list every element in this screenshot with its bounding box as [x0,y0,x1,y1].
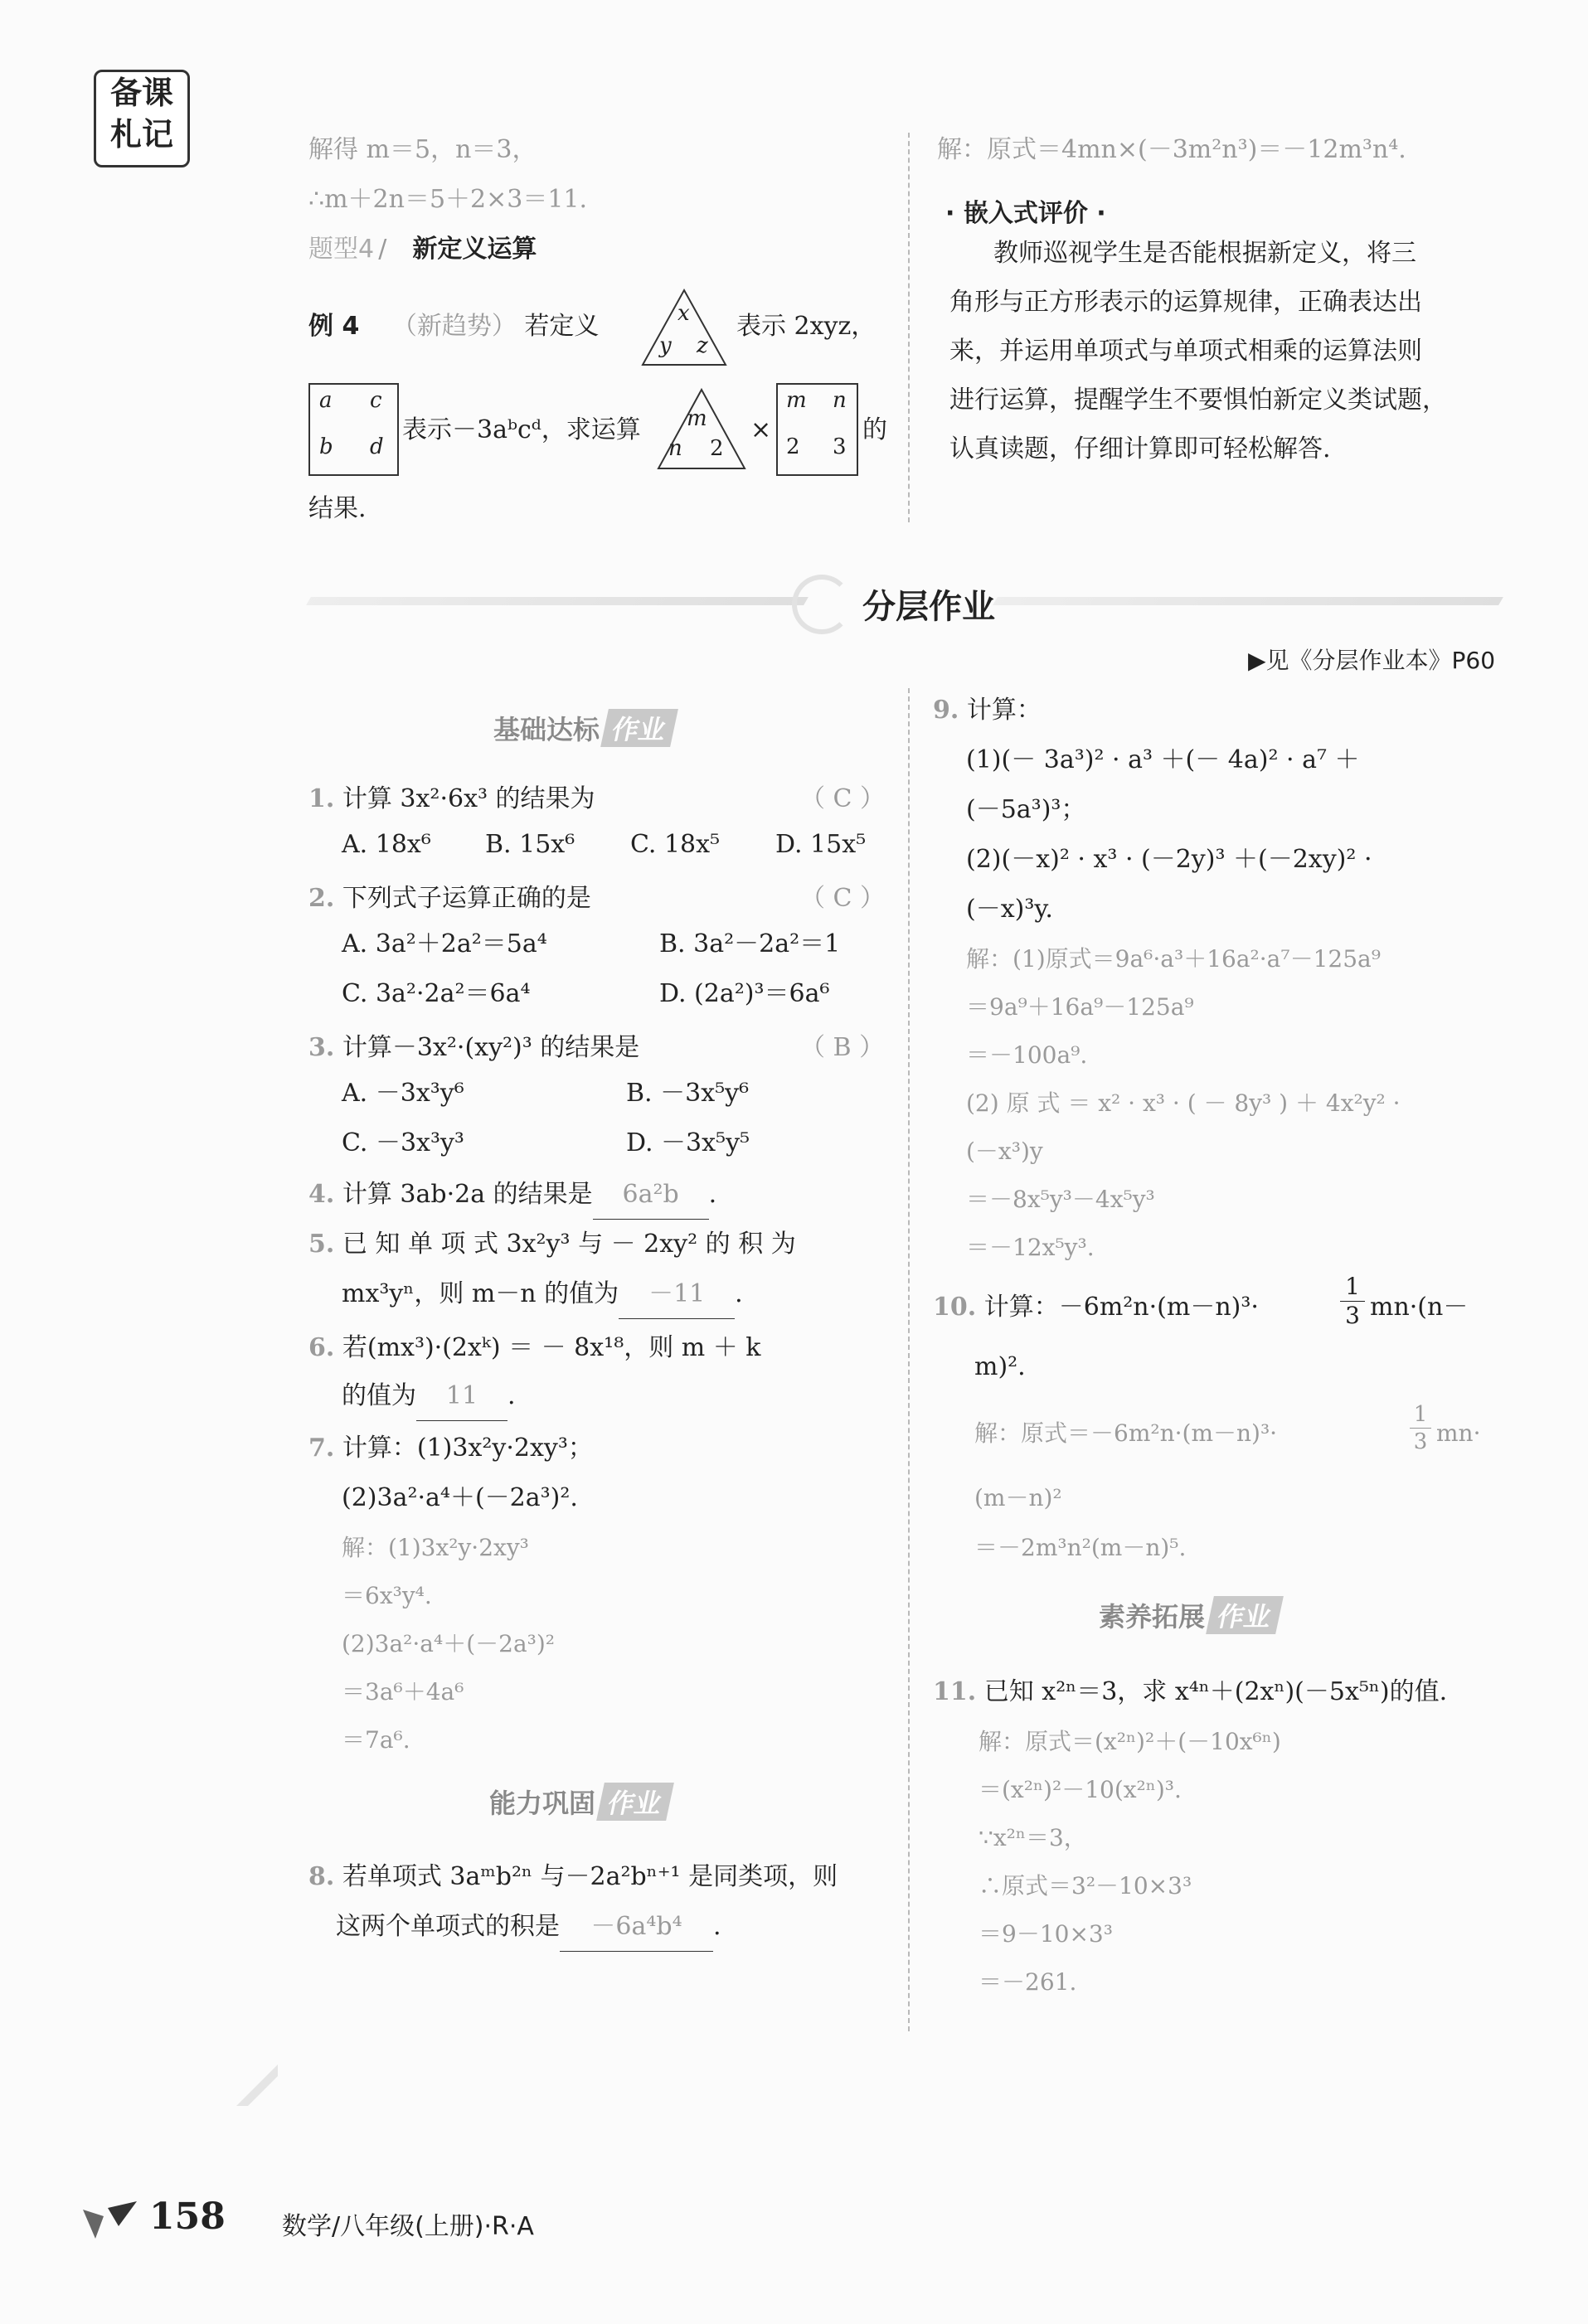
box-b: b [319,434,333,459]
question-number: 10. [933,1293,977,1322]
solution-line: (m－n)² [974,1484,1062,1511]
solution-line: 解：原式＝－6m²n·(m－n)³· [974,1419,1278,1447]
box-d: d [370,434,384,459]
option-a: A. 18x⁶ [342,830,431,859]
triangle-xyz-icon [639,286,730,369]
page-number: 158 [149,2195,226,2238]
question-6-line-2 [342,1372,516,1421]
question-text: mx³yⁿ，则 m－n 的值为 [342,1279,619,1308]
question-text: 若(mx³)·(2xᵏ) ＝ － 8x¹⁸，则 m ＋ k [342,1333,761,1362]
solution-line: ＝－261. [979,1968,1077,1996]
fraction-one-third [1340,1273,1365,1330]
banner-stripe-right [993,597,1503,605]
example-text: 若定义 [524,312,600,341]
fraction-denominator: 3 [1345,1302,1360,1329]
question-number: 5. [308,1230,335,1259]
option-a: A. 3a²＋2a²＝5a⁴ [342,929,547,958]
type-label: 题型4 [308,235,375,264]
option-a: A. －3x³y⁶ [342,1079,464,1108]
box2-n: n [833,388,847,413]
fraction-one-third-solution [1410,1401,1431,1455]
question-5-line-2 [342,1270,743,1319]
solution-line: ＝－12x⁵y³. [966,1234,1095,1261]
solution-line: ＝(x²ⁿ)²－10(x²ⁿ)³. [979,1776,1182,1803]
question-text: 已 知 单 项 式 3x²y³ 与 － 2xy² 的 积 为 [342,1230,796,1259]
question-3 [308,1024,639,1072]
footer-arrow-icon [79,2193,141,2243]
punct: . [735,1279,743,1308]
question-number: 4. [308,1180,335,1209]
punct: . [713,1912,721,1941]
solution-line: ＝6x³y⁴. [342,1582,432,1609]
question-8-line-2 [336,1903,721,1952]
question-text: (2)3a²·a⁴＋(－2a³)². [342,1483,578,1512]
question-7 [308,1424,593,1473]
example-line-1 [308,303,599,351]
question-text: 计算：－6m²n·(m－n)³· [983,1293,1259,1322]
question-text: 计算 3x²·6x³ 的结果为 [342,784,595,813]
punct: . [507,1381,516,1410]
question-1 [308,775,595,823]
question-8 [308,1853,838,1901]
solution-line: ∴m＋2n＝5＋2×3＝11. [308,185,588,214]
solution-line: ＝3a⁶＋4a⁶ [342,1678,464,1705]
box2-m: m [786,388,807,413]
column-divider [908,133,910,522]
question-number: 11. [933,1677,977,1706]
tag-ability [489,1783,670,1821]
question-number: 8. [308,1862,335,1891]
example-tag: （新趋势） [391,312,517,341]
solution-line: ＝－8x⁵y³－4x⁵y³ [966,1186,1155,1213]
question-text: 已知 x²ⁿ＝3，求 x⁴ⁿ＋(2xⁿ)(－5x⁵ⁿ)的值. [983,1677,1448,1706]
question-number: 7. [308,1434,335,1463]
tag-zuoye: 作业 [1206,1596,1284,1634]
question-text: 若单项式 3aᵐb²ⁿ 与－2a²bⁿ⁺¹ 是同类项，则 [342,1862,838,1891]
answer: （ C ） [800,884,886,913]
logo-line-2: 札记 [109,116,173,153]
times-sign: × [750,415,772,444]
solution-line: 解：原式＝(x²ⁿ)²＋(－10x⁶ⁿ) [979,1728,1281,1755]
tag-zuoye: 作业 [600,709,678,747]
solution-line: (2)3a²·a⁴＋(－2a³)² [342,1630,556,1657]
option-d: D. －3x⁵y⁵ [626,1128,750,1157]
question-number: 3. [308,1033,335,1062]
question-number: 6. [308,1333,335,1362]
solution-line: (2) 原 式 ＝ x² · x³ · ( － 8y³ ) ＋ 4x²y² · [966,1089,1401,1117]
evaluation-line: 认真读题，仔细计算即可轻松解答. [949,434,1331,463]
example-label: 例 4 [308,312,360,341]
banner-swirl-icon [792,575,852,634]
example-text: 的 [862,415,887,444]
question-text: 计算：(1)3x²y·2xy³； [342,1434,593,1463]
question-11 [933,1668,1447,1716]
answer-blank: 6a²b [593,1171,709,1220]
evaluation-line: 来，并运用单项式与单项式相乘的运算法则 [949,337,1422,366]
question-10 [933,1283,1259,1332]
evaluation-line: 角形与正方形表示的运算规律，正确表达出 [949,288,1422,317]
option-b: B. 15x⁶ [485,830,575,859]
question-text: 这两个单项式的积是 [336,1912,560,1941]
solution-line: ＝7a⁶. [342,1726,410,1754]
type-title: 新定义运算 [412,235,537,264]
logo-line-1: 备课 [109,75,173,111]
solution-line: ＝9a⁹＋16a⁹－125a⁹ [966,993,1194,1021]
solution-line: (－x³)y [966,1138,1043,1165]
solution-line: ∵x²ⁿ＝3， [979,1824,1087,1851]
question-text: 计算－3x²·(xy²)³ 的结果是 [342,1033,640,1062]
tag-expand-label: 素养拓展 [1099,1601,1206,1633]
box-a: a [319,388,333,413]
evaluation-line: 教师巡视学生是否能根据新定义，将三 [993,239,1416,268]
answer-blank: 11 [416,1372,507,1421]
question-text: 计算 3ab·2a 的结果是 [342,1180,593,1209]
question-text: 的值为 [342,1381,416,1410]
question-text: 计算： [966,696,1042,725]
solution-line: mn· [1436,1419,1481,1447]
question-4 [308,1171,716,1220]
solution-line: 解得 m＝5，n＝3， [308,135,537,164]
question-text: (1)(－ 3a³)² · a³ ＋(－ 4a)² · a⁷ ＋ [966,745,1360,774]
tag-zuoye: 作业 [596,1783,674,1821]
banner-stripe-left [306,597,809,605]
question-number: 1. [308,784,335,813]
fraction-numerator: 1 [1340,1273,1365,1302]
box2-3: 3 [833,434,847,459]
tag-ability-label: 能力巩固 [489,1788,596,1819]
option-b: B. －3x⁵y⁶ [626,1079,750,1108]
fraction-numerator: 1 [1410,1401,1431,1429]
option-d: D. 15x⁵ [775,830,867,859]
solution-line: ∴原式＝3²－10×3³ [979,1872,1192,1899]
tri2-n: n [668,436,682,461]
evaluation-line: 进行运算，提醒学生不要惧怕新定义类试题， [949,386,1447,415]
option-b: B. 3a²－2a²＝1 [659,929,841,958]
tri-z: z [697,333,708,358]
question-text: m)². [974,1352,1026,1381]
solution-line: 解：(1)原式＝9a⁶·a³＋16a²·a⁷－125a⁹ [966,945,1381,973]
example-text: 表示－3aᵇcᵈ，求运算 [402,415,641,444]
option-c: C. 3a²·2a²＝6a⁴ [342,979,531,1008]
corner-decoration-icon [236,2064,278,2106]
solution-line: 解：(1)3x²y·2xy³ [342,1534,529,1561]
box2-2: 2 [786,434,800,459]
question-5 [308,1220,796,1269]
option-c: C. －3x³y³ [342,1128,464,1157]
tag-expand [1099,1596,1280,1634]
question-type-header [308,228,537,264]
example-text: 表示 2xyz， [736,312,877,341]
solution-line: ＝9－10×3³ [979,1920,1113,1948]
tri2-m: m [687,406,707,431]
solution-line: ＝－100a⁹. [966,1041,1088,1069]
column-divider [908,688,910,2031]
question-number: 9. [933,696,959,725]
question-text: 下列式子运算正确的是 [342,884,591,913]
section-title: 分层作业 [862,588,995,626]
question-text: (－x)³y. [966,895,1053,924]
tri-x: x [677,301,690,326]
fraction-denominator: 3 [1413,1429,1428,1454]
question-text: (－5a³)³； [966,795,1086,824]
question-9 [933,687,1042,735]
tag-basic-label: 基础达标 [493,714,600,745]
punct: . [708,1180,717,1209]
question-number: 2. [308,884,335,913]
question-text: mn·(n－ [1370,1293,1469,1322]
question-6 [308,1324,760,1372]
option-c: C. 18x⁵ [630,830,721,859]
evaluation-title: · 嵌入式评价 · [945,199,1106,228]
option-d: D. (2a²)³＝6a⁶ [659,979,830,1008]
answer-choice [800,775,885,823]
tri-y: y [659,333,672,358]
solution-line: ＝－2m³n²(m－n)⁵. [974,1534,1187,1561]
lesson-notes-logo [94,70,190,167]
workbook-reference: ▶见《分层作业本》P60 [1248,647,1496,674]
example-text: 结果. [308,494,367,523]
answer: （ C ） [800,784,886,813]
answer: （ B ） [800,1033,885,1062]
book-title: 数学/八年级(上册)·R·A [282,2212,534,2241]
solution-line: 解：原式＝4mn×(－3m²n³)＝－12m³n⁴. [937,135,1406,164]
tag-basic [493,709,674,747]
answer-blank: －11 [619,1270,735,1319]
question-2 [308,875,591,923]
tri2-2: 2 [710,436,724,461]
question-text: (2)(－x)² · x³ · (－2y)³ ＋(－2xy)² · [966,845,1372,874]
slash-icon: / [378,235,387,264]
answer-blank: －6a⁴b⁴ [560,1903,713,1952]
box-c: c [370,388,382,413]
